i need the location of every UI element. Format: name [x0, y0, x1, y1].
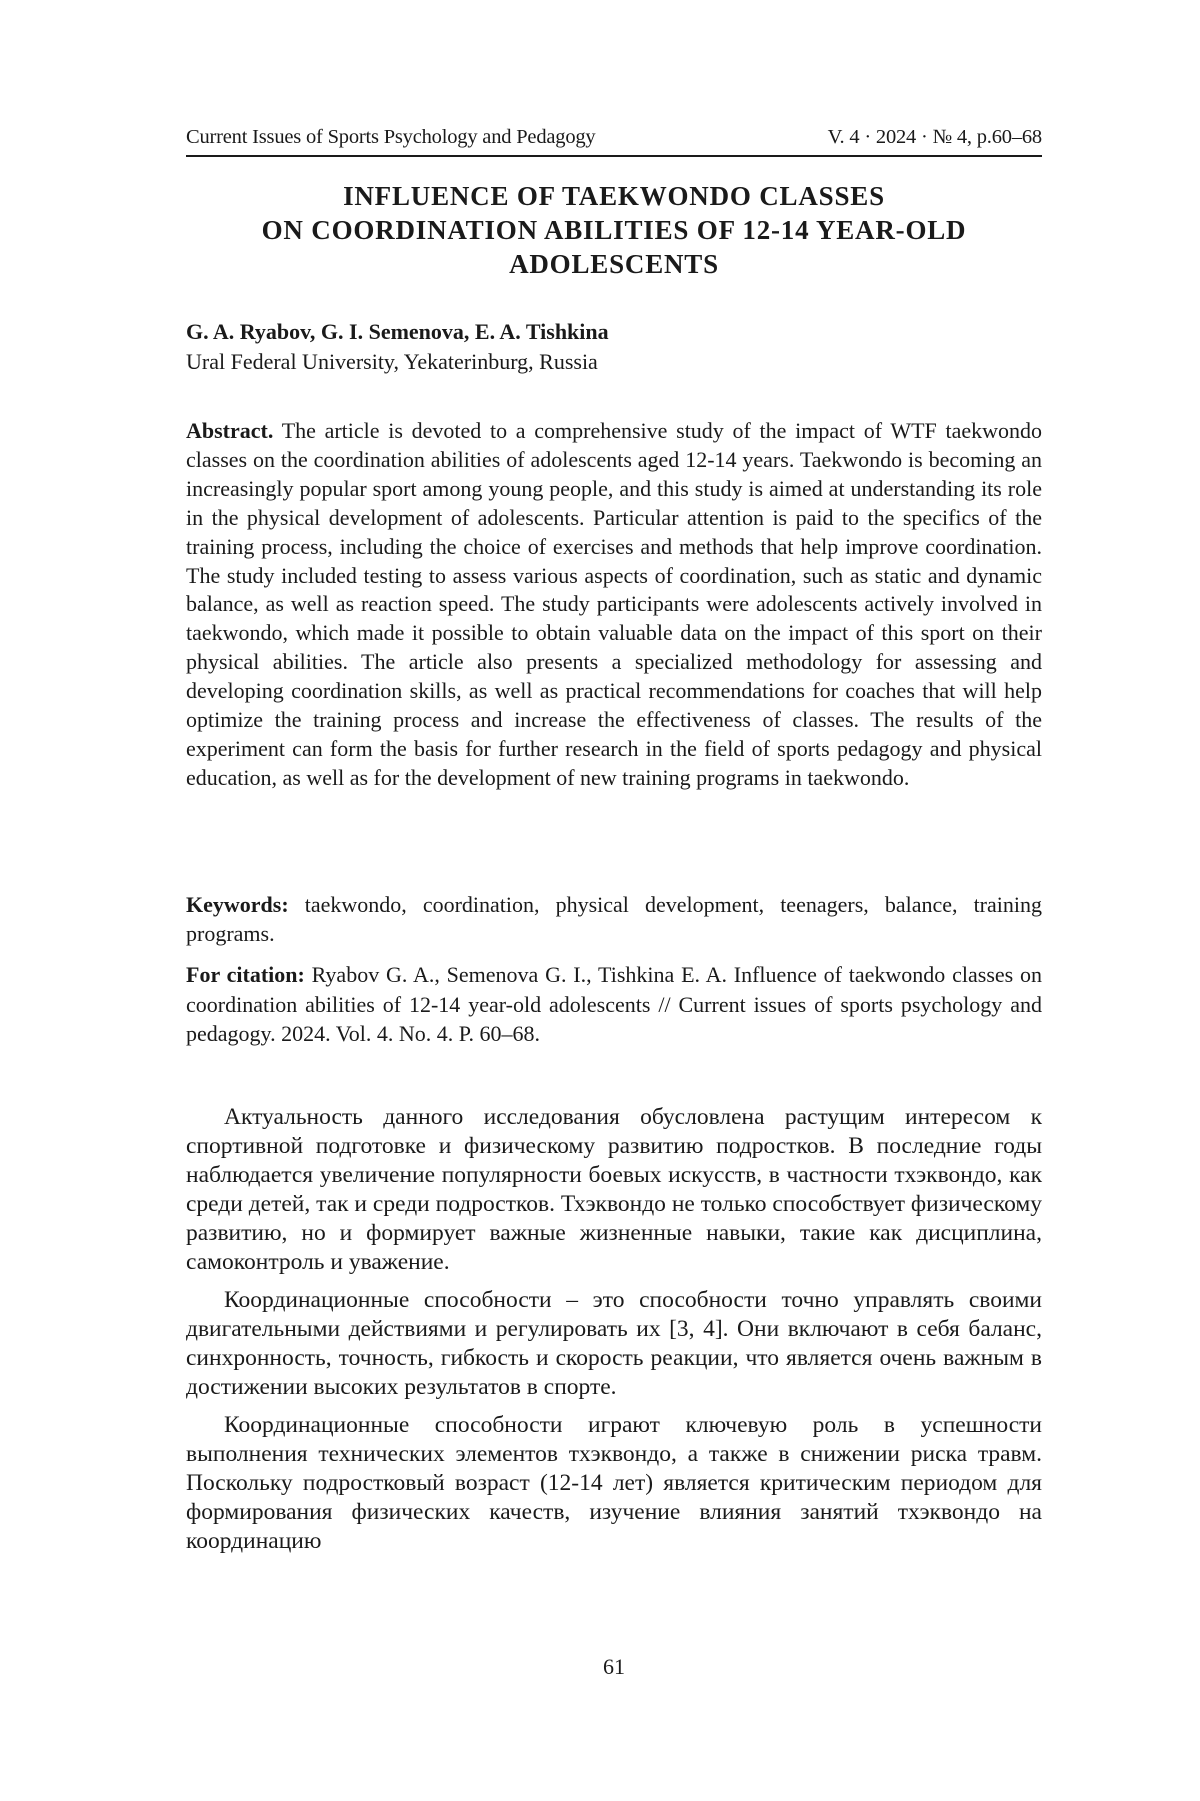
- authors: G. A. Ryabov, G. I. Semenova, E. A. Tishkina: [186, 319, 609, 344]
- title-line: ON COORDINATION ABILITIES OF 12-14 YEAR-OLD: [261, 215, 967, 245]
- page-number: 61: [603, 1654, 625, 1679]
- body-paragraph: Координационные способности играют ключевую роль в успешности выполнения технических элементов тхэквондо, а также в снижении риска травм. Поскольку подростковый возраст (12-14 лет) является критическим периодом для формирования физических качеств, изучение влияния занятий тхэквондо на координацию: [186, 1412, 1042, 1554]
- citation-label: For citation:: [186, 962, 305, 987]
- citation-text: Ryabov G. A., Semenova G. I., Tishkina E. A. Influence of taekwondo classes on coordination abilities of 12-14 year-old adolescents // Current issues of sports psychology and pedagogy. 2024. Vol. 4. No. 4. P. 60–68.: [186, 962, 1043, 1046]
- affiliation: Ural Federal University, Yekaterinburg, Russia: [186, 349, 598, 374]
- volume-info: V. 4 · 2024 · № 4, p.60–68: [827, 126, 1042, 148]
- article-title: [186, 179, 1042, 281]
- keywords: [186, 890, 1042, 948]
- body-paragraph: Актуальность данного исследования обусловлена растущим интересом к спортивной подготовке и физическому развитию подростков. В последние годы наблюдается увеличение популярности боевых искусств, в частности тхэквондо, как среди детей, так и среди подростков. Тхэквондо не только способствует физическому развитию, но и формирует важные жизненные навыки, такие как дисциплина, самоконтроль и уважение.: [186, 1104, 1042, 1275]
- body-paragraph: Координационные способности – это способности точно управлять своими двигательными действиями и регулировать их [3, 4]. Они включают в себя баланс, синхронность, точность, гибкость и скорость реакции, что является очень важным в достижении высоких результатов в спорте.: [186, 1287, 1042, 1400]
- abstract-label: Abstract.: [186, 418, 274, 443]
- journal-name: Current Issues of Sports Psychology and Pedagogy: [186, 126, 596, 148]
- title-line: INFLUENCE OF TAEKWONDO CLASSES: [343, 181, 885, 211]
- journal-page: [186, 0, 1042, 1801]
- abstract-text: The article is devoted to a comprehensive study of the impact of WTF taekwondo classes on the coordination abilities of adolescents aged 12-14 years. Taekwondo is becoming an increasingly popular sport among young people, and this study is aimed at understanding its role in the physical development of adolescents. Particular attention is paid to the specifics of the training process, including the choice of exercises and methods that help improve coordination. The study included testing to assess various aspects of coordination, such as static and dynamic balance, as well as reaction speed. The study participants were adolescents actively involved in taekwondo, which made it possible to obtain valuable data on the impact of this sport on their physical abilities. The article also presents a specialized methodology for assessing and developing coordination skills, as well as practical recommendations for coaches that will help optimize the training process and increase the effectiveness of classes. The results of the experiment can form the basis for further research in the field of sports pedagogy and physical education, as well as for the development of new training programs in taekwondo.: [186, 418, 1042, 790]
- citation: [186, 960, 1042, 1049]
- body-text: [186, 1103, 1042, 1565]
- abstract: [186, 417, 1042, 793]
- keywords-label: Keywords:: [186, 892, 289, 917]
- running-header: [186, 126, 1042, 157]
- keywords-text: taekwondo, coordination, physical development, teenagers, balance, training programs.: [186, 892, 1043, 946]
- title-line: ADOLESCENTS: [509, 249, 719, 279]
